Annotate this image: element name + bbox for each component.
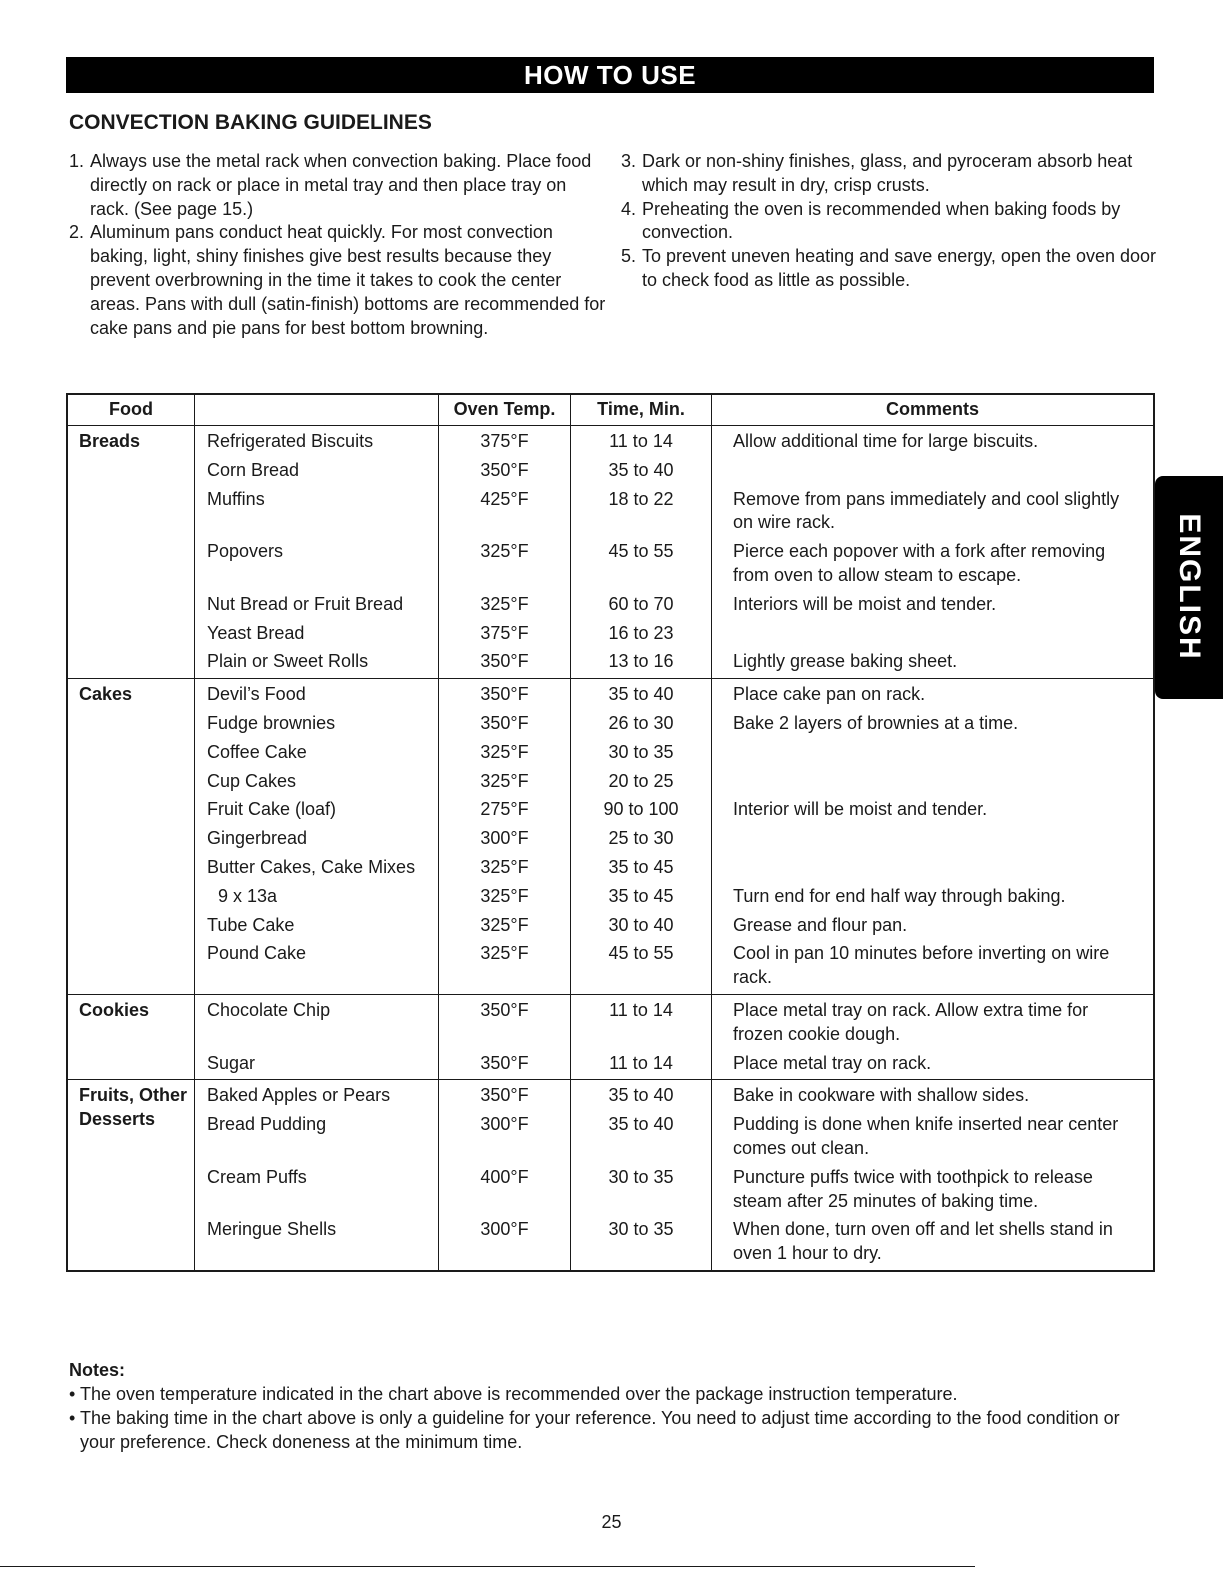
item-cell: Bread Pudding [195,1113,439,1166]
table-row [67,885,1154,914]
item-cell: Chocolate Chip [195,994,439,1051]
oven-temp-cell: 350°F [439,650,571,678]
table-row [67,1113,1154,1166]
guideline-text: Preheating the oven is recommended when baking foods by convection. [642,198,1121,243]
comment-cell: Grease and flour pan. [712,914,1155,943]
comment-cell: Remove from pans immediately and cool slightly on wire rack. [712,488,1155,541]
item-cell: Corn Bread [195,459,439,488]
guideline-text: Always use the metal rack when convection baking. Place food directly on rack or place in metal tray and then place tray on rack. (See page 15.) [90,151,592,219]
comment-cell [712,827,1155,856]
bullet-icon: • [69,1384,76,1404]
item-cell: Plain or Sweet Rolls [195,650,439,678]
comment-cell: Allow additional time for large biscuits. [712,426,1155,459]
guideline-item [621,150,1161,198]
comment-cell [712,622,1155,651]
page-number: 25 [601,1512,622,1532]
time-cell: 20 to 25 [571,770,712,799]
note-item [69,1407,1149,1455]
table-row [67,1052,1154,1080]
item-cell: Cup Cakes [195,770,439,799]
comment-cell: Pierce each popover with a fork after removing from oven to allow steam to escape. [712,540,1155,593]
item-cell: Nut Bread or Fruit Bread [195,593,439,622]
item-cell: Pound Cake [195,942,439,994]
time-cell: 45 to 55 [571,942,712,994]
comment-cell: Place metal tray on rack. [712,1052,1155,1080]
comment-cell: Interiors will be moist and tender. [712,593,1155,622]
oven-temp-cell: 375°F [439,426,571,459]
guideline-text: Dark or non-shiny finishes, glass, and pyroceram absorb heat which may result in dry, crisp crusts. [642,151,1133,195]
time-cell: 90 to 100 [571,798,712,827]
guideline-item [69,221,609,340]
category-cell: Cookies [67,994,195,1079]
section-title: CONVECTION BAKING GUIDELINES [69,111,432,134]
item-cell: Sugar [195,1052,439,1080]
header-food: Food [67,394,195,426]
oven-temp-cell: 275°F [439,798,571,827]
note-text: The baking time in the chart above is only a guideline for your reference. You need to adjust time according to the food condition or your preference. Check doneness at the minimum time. [80,1407,1120,1452]
guideline-number: 1. [69,151,85,171]
baking-guide-table [66,393,1155,1272]
oven-temp-cell: 300°F [439,1218,571,1271]
guideline-number: 5. [621,246,637,267]
comment-cell: Pudding is done when knife inserted near center comes out clean. [712,1113,1155,1166]
time-cell: 11 to 14 [571,994,712,1051]
table-row [67,1218,1154,1271]
comment-cell: Place metal tray on rack. Allow extra time for frozen cookie dough. [712,994,1155,1051]
guideline-item [621,198,1161,246]
page-banner: HOW TO USE [66,57,1154,93]
oven-temp-cell: 325°F [439,914,571,943]
time-cell: 35 to 40 [571,1080,712,1113]
category-cell: Fruits, Other Desserts [67,1080,195,1271]
guideline-text: Aluminum pans conduct heat quickly. For most convection baking, light, shiny finishes give best results because they prevent overbrowning in the time it takes to cook the center areas. Pans with dull (satin-finish) bottoms are recommended for cake pans and pie pans for best bottom browning. [90,222,606,338]
comment-cell: Bake 2 layers of brownies at a time. [712,712,1155,741]
food-group [67,994,1154,1079]
item-cell: Muffins [195,488,439,541]
oven-temp-cell: 350°F [439,1052,571,1080]
comment-cell: Puncture puffs twice with toothpick to release steam after 25 minutes of baking time. [712,1166,1155,1219]
guideline-number: 3. [621,151,637,171]
oven-temp-cell: 325°F [439,885,571,914]
note-text: The oven temperature indicated in the chart above is recommended over the package instruction temperature. [80,1384,958,1404]
item-cell: Popovers [195,540,439,593]
item-cell: Baked Apples or Pears [195,1080,439,1113]
time-cell: 16 to 23 [571,622,712,651]
notes-list [69,1383,1149,1454]
time-cell: 11 to 14 [571,426,712,459]
comment-cell [712,459,1155,488]
oven-temp-cell: 350°F [439,459,571,488]
table-row [67,488,1154,541]
time-cell: 11 to 14 [571,1052,712,1080]
table-row [67,942,1154,994]
food-group [67,1080,1154,1271]
guideline-number: 4. [621,198,637,219]
item-cell: Coffee Cake [195,741,439,770]
header-item [195,394,439,426]
time-cell: 13 to 16 [571,650,712,678]
item-cell: Refrigerated Biscuits [195,426,439,459]
item-cell: Fudge brownies [195,712,439,741]
table-row [67,459,1154,488]
time-cell: 35 to 40 [571,679,712,712]
comment-cell: Turn end for end half way through baking. [712,885,1155,914]
table-row [67,914,1154,943]
comment-cell: When done, turn oven off and let shells stand in oven 1 hour to dry. [712,1218,1155,1271]
item-cell: Cream Puffs [195,1166,439,1219]
category-cell: Cakes [67,679,195,995]
table-row [67,1080,1154,1113]
table-row [67,593,1154,622]
bullet-icon: • [69,1407,76,1428]
time-cell: 30 to 40 [571,914,712,943]
item-cell: Yeast Bread [195,622,439,651]
table-row [67,1166,1154,1219]
item-cell: Gingerbread [195,827,439,856]
oven-temp-cell: 300°F [439,1113,571,1166]
intro-right-column [621,150,1161,293]
item-cell: Tube Cake [195,914,439,943]
oven-temp-cell: 325°F [439,593,571,622]
food-group [67,679,1154,995]
time-cell: 35 to 40 [571,459,712,488]
oven-temp-cell: 325°F [439,540,571,593]
time-cell: 30 to 35 [571,1218,712,1271]
oven-temp-cell: 425°F [439,488,571,541]
guideline-item [69,150,609,221]
oven-temp-cell: 325°F [439,856,571,885]
comment-cell: Bake in cookware with shallow sides. [712,1080,1155,1113]
guideline-list [621,150,1161,293]
item-cell: 9 x 13a [195,885,439,914]
table-row [67,994,1154,1051]
time-cell: 18 to 22 [571,488,712,541]
oven-temp-cell: 325°F [439,770,571,799]
oven-temp-cell: 325°F [439,942,571,994]
time-cell: 35 to 45 [571,885,712,914]
guideline-item [621,245,1161,293]
comment-cell [712,770,1155,799]
guideline-text: To prevent uneven heating and save energy, open the oven door to check food as little as possible. [642,246,1157,290]
guideline-list [69,150,609,340]
item-cell: Fruit Cake (loaf) [195,798,439,827]
guideline-number: 2. [69,222,85,243]
note-item [69,1383,1149,1407]
table-row [67,540,1154,593]
oven-temp-cell: 300°F [439,827,571,856]
header-time: Time, Min. [571,394,712,426]
oven-temp-cell: 400°F [439,1166,571,1219]
oven-temp-cell: 350°F [439,679,571,712]
table-row [67,741,1154,770]
item-cell: Butter Cakes, Cake Mixes [195,856,439,885]
comment-cell: Place cake pan on rack. [712,679,1155,712]
time-cell: 30 to 35 [571,1166,712,1219]
oven-temp-cell: 350°F [439,1080,571,1113]
table-row [67,650,1154,678]
table-row [67,827,1154,856]
table-row [67,798,1154,827]
oven-temp-cell: 325°F [439,741,571,770]
notes [69,1383,1149,1454]
time-cell: 35 to 45 [571,856,712,885]
time-cell: 45 to 55 [571,540,712,593]
table-row [67,622,1154,651]
oven-temp-cell: 375°F [439,622,571,651]
comment-cell: Interior will be moist and tender. [712,798,1155,827]
time-cell: 25 to 30 [571,827,712,856]
food-group [67,426,1154,679]
comment-cell [712,856,1155,885]
comment-cell: Lightly grease baking sheet. [712,650,1155,678]
item-cell: Devil’s Food [195,679,439,712]
table-header-row [67,394,1154,426]
time-cell: 35 to 40 [571,1113,712,1166]
comment-cell [712,741,1155,770]
language-tab-label: ENGLISH [1173,513,1206,661]
header-comments: Comments [712,394,1155,426]
bottom-rule [0,1566,975,1567]
table-row [67,712,1154,741]
oven-temp-cell: 350°F [439,712,571,741]
header-oven-temp: Oven Temp. [439,394,571,426]
time-cell: 60 to 70 [571,593,712,622]
notes-title: Notes: [69,1360,126,1380]
item-cell: Meringue Shells [195,1218,439,1271]
time-cell: 30 to 35 [571,741,712,770]
language-tab [1155,476,1223,699]
table-row [67,770,1154,799]
table-row [67,679,1154,712]
table-row [67,856,1154,885]
comment-cell: Cool in pan 10 minutes before inverting on wire rack. [712,942,1155,994]
oven-temp-cell: 350°F [439,994,571,1051]
table-row [67,426,1154,459]
time-cell: 26 to 30 [571,712,712,741]
category-cell: Breads [67,426,195,679]
intro-left-column [69,150,609,340]
